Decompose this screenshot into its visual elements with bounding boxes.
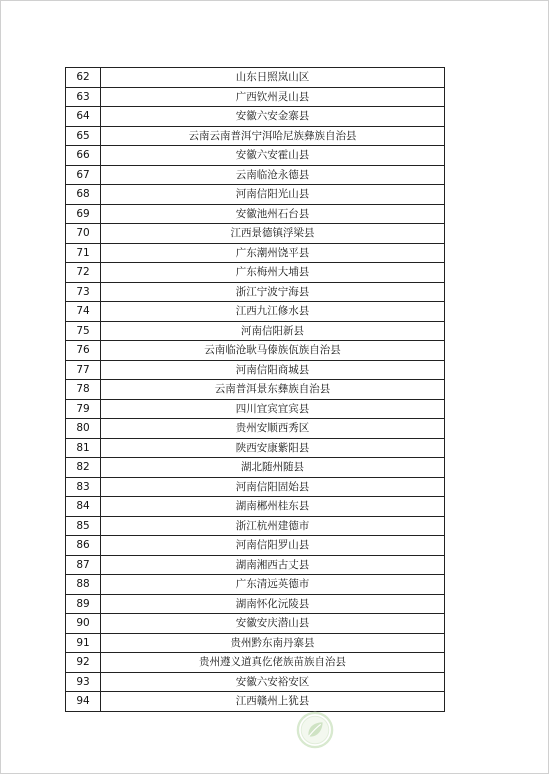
row-number: 70 [66,224,101,244]
table-row [66,204,445,224]
table-row [66,399,445,419]
table-row [66,477,445,497]
table-row [66,672,445,692]
county-name: 广东潮州饶平县 [101,243,445,263]
row-number: 75 [66,321,101,341]
county-name: 安徽六安霍山县 [101,146,445,166]
table-row [66,360,445,380]
row-number: 93 [66,672,101,692]
row-number: 66 [66,146,101,166]
table-row [66,282,445,302]
row-number: 82 [66,458,101,478]
table-row [66,438,445,458]
table-row [66,497,445,517]
row-number: 90 [66,614,101,634]
county-name: 云南临沧耿马傣族佤族自治县 [101,341,445,361]
row-number: 92 [66,653,101,673]
county-name: 河南信阳新县 [101,321,445,341]
table-row [66,243,445,263]
county-name: 贵州遵义道真仡佬族苗族自治县 [101,653,445,673]
county-name: 湖南湘西古丈县 [101,555,445,575]
table-row [66,126,445,146]
county-name: 湖北随州随县 [101,458,445,478]
table-row [66,575,445,595]
row-number: 79 [66,399,101,419]
table-row [66,107,445,127]
row-number: 73 [66,282,101,302]
row-number: 86 [66,536,101,556]
row-number: 80 [66,419,101,439]
county-name: 河南信阳光山县 [101,185,445,205]
row-number: 63 [66,87,101,107]
county-name: 云南云南普洱宁洱哈尼族彝族自治县 [101,126,445,146]
county-name: 陕西安康紫阳县 [101,438,445,458]
table-row [66,594,445,614]
table-row [66,458,445,478]
county-name: 广东清远英德市 [101,575,445,595]
table-row [66,536,445,556]
table-row [66,321,445,341]
table-row [66,692,445,712]
table-row [66,87,445,107]
row-number: 65 [66,126,101,146]
row-number: 69 [66,204,101,224]
county-name: 安徽六安金寨县 [101,107,445,127]
table-row [66,224,445,244]
table-row [66,380,445,400]
county-name: 广西钦州灵山县 [101,87,445,107]
table-row [66,185,445,205]
row-number: 74 [66,302,101,322]
county-name: 湖南郴州桂东县 [101,497,445,517]
table-row [66,341,445,361]
county-name: 贵州安顺西秀区 [101,419,445,439]
county-name: 云南临沧永德县 [101,165,445,185]
county-name: 湖南怀化沅陵县 [101,594,445,614]
row-number: 67 [66,165,101,185]
table-row [66,165,445,185]
table-row [66,614,445,634]
county-name: 江西赣州上犹县 [101,692,445,712]
table-row [66,68,445,88]
county-name: 安徽安庆潜山县 [101,614,445,634]
row-number: 62 [66,68,101,88]
county-name: 云南普洱景东彝族自治县 [101,380,445,400]
table-row [66,555,445,575]
county-name: 浙江宁波宁海县 [101,282,445,302]
county-name: 河南信阳商城县 [101,360,445,380]
county-name: 广东梅州大埔县 [101,263,445,283]
table-row [66,146,445,166]
leaf-logo-icon [296,711,334,749]
county-name: 河南信阳固始县 [101,477,445,497]
table-row [66,653,445,673]
county-table [65,67,445,712]
county-name: 贵州黔东南丹寨县 [101,633,445,653]
county-name: 山东日照岚山区 [101,68,445,88]
county-name: 浙江杭州建德市 [101,516,445,536]
row-number: 78 [66,380,101,400]
row-number: 77 [66,360,101,380]
row-number: 89 [66,594,101,614]
county-name: 安徽六安裕安区 [101,672,445,692]
row-number: 94 [66,692,101,712]
row-number: 76 [66,341,101,361]
row-number: 81 [66,438,101,458]
table-row [66,516,445,536]
row-number: 71 [66,243,101,263]
row-number: 64 [66,107,101,127]
row-number: 68 [66,185,101,205]
table-body [66,68,445,712]
row-number: 84 [66,497,101,517]
row-number: 91 [66,633,101,653]
row-number: 85 [66,516,101,536]
row-number: 88 [66,575,101,595]
county-name: 安徽池州石台县 [101,204,445,224]
table-row [66,263,445,283]
county-name: 江西九江修水县 [101,302,445,322]
county-name: 四川宜宾宜宾县 [101,399,445,419]
row-number: 87 [66,555,101,575]
county-name: 河南信阳罗山县 [101,536,445,556]
county-name: 江西景德镇浮梁县 [101,224,445,244]
table-row [66,419,445,439]
table-row [66,302,445,322]
row-number: 83 [66,477,101,497]
table-row [66,633,445,653]
row-number: 72 [66,263,101,283]
